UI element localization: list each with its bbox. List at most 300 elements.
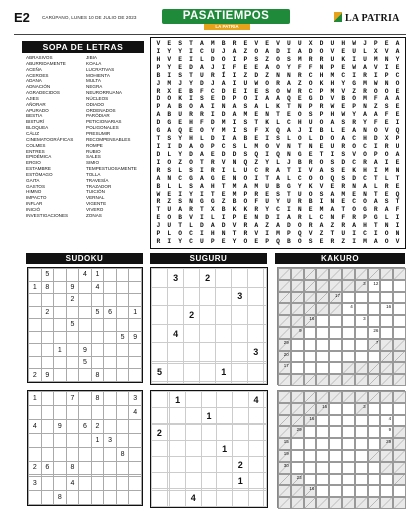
kakuro-cell[interactable] xyxy=(316,450,329,462)
sudoku-cell[interactable]: 2 xyxy=(29,461,42,475)
kakuro-cell[interactable] xyxy=(329,450,342,462)
sudoku-cell[interactable] xyxy=(116,405,129,419)
sudoku-cell[interactable] xyxy=(54,281,67,294)
sudoku-cell[interactable]: 1 xyxy=(29,281,42,294)
kakuro-cell[interactable] xyxy=(355,327,368,339)
sudoku-cell[interactable] xyxy=(66,405,79,419)
sudoku-cell[interactable] xyxy=(104,405,117,419)
sudoku-cell[interactable] xyxy=(91,461,104,475)
sudoku-cell[interactable]: 8 xyxy=(54,491,67,505)
kakuro-cell[interactable] xyxy=(342,438,355,450)
sudoku-cell[interactable] xyxy=(116,269,129,282)
kakuro-cell[interactable] xyxy=(368,415,381,427)
suguru-cell[interactable] xyxy=(152,343,168,362)
sudoku-cell[interactable] xyxy=(79,491,92,505)
sudoku-cell[interactable] xyxy=(29,405,42,419)
kakuro-cell[interactable] xyxy=(304,474,317,486)
suguru-cell[interactable] xyxy=(232,382,248,384)
kakuro-cell[interactable] xyxy=(380,485,393,497)
suguru-cell[interactable] xyxy=(216,306,232,325)
sudoku-cell[interactable] xyxy=(116,461,129,475)
kakuro-cell[interactable] xyxy=(316,426,329,438)
suguru-cell[interactable] xyxy=(248,363,264,382)
sudoku-cell[interactable] xyxy=(104,331,117,344)
kakuro-cell[interactable] xyxy=(329,339,342,351)
suguru-cell[interactable] xyxy=(170,457,186,473)
suguru-cell[interactable] xyxy=(264,382,267,384)
sudoku-cell[interactable] xyxy=(104,419,117,433)
suguru-cell[interactable] xyxy=(248,306,264,325)
kakuro-cell[interactable] xyxy=(316,485,329,497)
sudoku-cell[interactable] xyxy=(66,331,79,344)
suguru-cell[interactable] xyxy=(201,490,217,506)
kakuro-cell[interactable] xyxy=(304,339,317,351)
kakuro-cell[interactable] xyxy=(380,415,393,427)
sudoku-cell[interactable] xyxy=(104,319,117,332)
kakuro-cell[interactable] xyxy=(342,462,355,474)
sudoku-cell[interactable] xyxy=(41,344,54,357)
sudoku-cell[interactable] xyxy=(91,447,104,461)
kakuro-cell[interactable] xyxy=(304,462,317,474)
suguru-cell[interactable] xyxy=(170,441,186,457)
sudoku-cell[interactable] xyxy=(104,392,117,406)
sudoku-cell[interactable] xyxy=(54,319,67,332)
kakuro-cell[interactable] xyxy=(329,403,342,415)
suguru-cell[interactable] xyxy=(217,490,233,506)
sudoku-cell[interactable] xyxy=(54,461,67,475)
sudoku-cell[interactable]: 8 xyxy=(66,461,79,475)
kakuro-cell[interactable] xyxy=(355,315,368,327)
suguru-cell[interactable] xyxy=(248,382,264,384)
kakuro-cell[interactable] xyxy=(291,351,304,363)
suguru-cell[interactable] xyxy=(264,473,267,489)
kakuro-cell[interactable] xyxy=(393,292,406,304)
suguru-cell[interactable] xyxy=(200,343,216,362)
sudoku-cell[interactable]: 3 xyxy=(129,392,142,406)
suguru-cell[interactable]: 2 xyxy=(232,457,248,473)
sudoku-cell[interactable]: 4 xyxy=(79,269,92,282)
kakuro-cell[interactable] xyxy=(368,438,381,450)
sudoku-cell[interactable] xyxy=(129,477,142,491)
sudoku-cell[interactable]: 2 xyxy=(41,306,54,319)
suguru-cell[interactable] xyxy=(200,306,216,325)
suguru-cell[interactable] xyxy=(248,425,264,441)
kakuro-cell[interactable] xyxy=(342,339,355,351)
sudoku-cell[interactable] xyxy=(29,294,42,307)
sudoku-cell[interactable]: 7 xyxy=(66,392,79,406)
kakuro-cell[interactable] xyxy=(368,351,381,363)
sudoku-cell[interactable] xyxy=(104,447,117,461)
sudoku-cell[interactable]: 2 xyxy=(29,369,42,382)
sudoku-cell[interactable]: 8 xyxy=(116,447,129,461)
sudoku-cell[interactable]: 2 xyxy=(91,419,104,433)
sudoku-cell[interactable] xyxy=(54,331,67,344)
sudoku-cell[interactable] xyxy=(54,433,67,447)
kakuro-cell[interactable] xyxy=(380,280,393,292)
sudoku-cell[interactable] xyxy=(29,306,42,319)
suguru-cell[interactable]: 2 xyxy=(152,425,168,441)
sudoku-cell[interactable]: 6 xyxy=(79,419,92,433)
suguru-cell[interactable] xyxy=(232,490,248,506)
kakuro-cell[interactable] xyxy=(355,292,368,304)
kakuro-cell[interactable] xyxy=(329,426,342,438)
suguru-cell[interactable] xyxy=(216,324,232,343)
sudoku-cell[interactable]: 1 xyxy=(54,344,67,357)
sudoku-cell[interactable] xyxy=(66,419,79,433)
kakuro-cell[interactable] xyxy=(342,303,355,315)
suguru-cell[interactable] xyxy=(248,324,264,343)
suguru-cell[interactable] xyxy=(184,324,200,343)
sudoku-cell[interactable] xyxy=(66,356,79,369)
kakuro-cell[interactable] xyxy=(380,474,393,486)
sudoku-cell[interactable] xyxy=(41,433,54,447)
sudoku-cell[interactable] xyxy=(29,447,42,461)
suguru-cell[interactable] xyxy=(185,441,201,457)
sudoku-cell[interactable] xyxy=(91,477,104,491)
sudoku-cell[interactable]: 4 xyxy=(129,405,142,419)
sudoku-cell[interactable] xyxy=(54,294,67,307)
suguru-cell[interactable] xyxy=(184,287,200,306)
sudoku-cell[interactable] xyxy=(79,306,92,319)
kakuro-cell[interactable] xyxy=(304,351,317,363)
kakuro-cell[interactable] xyxy=(291,339,304,351)
kakuro-cell[interactable] xyxy=(329,351,342,363)
suguru-cell[interactable] xyxy=(168,343,184,362)
suguru-cell[interactable] xyxy=(232,324,248,343)
sudoku-cell[interactable] xyxy=(116,419,129,433)
sudoku-cell[interactable] xyxy=(129,356,142,369)
suguru-cell[interactable] xyxy=(264,457,267,473)
kakuro-cell[interactable] xyxy=(304,438,317,450)
sudoku-cell[interactable] xyxy=(79,319,92,332)
suguru-cell[interactable] xyxy=(200,287,216,306)
sudoku-cell[interactable] xyxy=(41,477,54,491)
suguru-cell[interactable] xyxy=(201,425,217,441)
sudoku-cell[interactable] xyxy=(66,433,79,447)
kakuro-cell[interactable] xyxy=(368,315,381,327)
sudoku-cell[interactable]: 9 xyxy=(79,344,92,357)
sudoku-cell[interactable] xyxy=(54,306,67,319)
kakuro-cell[interactable] xyxy=(368,462,381,474)
kakuro-cell[interactable] xyxy=(355,426,368,438)
sudoku-cell[interactable]: 9 xyxy=(41,369,54,382)
kakuro-cell[interactable] xyxy=(393,280,406,292)
kakuro-cell[interactable] xyxy=(368,426,381,438)
kakuro-cell[interactable] xyxy=(291,438,304,450)
suguru-cell[interactable] xyxy=(232,441,248,457)
sudoku-cell[interactable] xyxy=(104,344,117,357)
suguru-cell[interactable] xyxy=(232,306,248,325)
suguru-cell[interactable] xyxy=(264,269,267,288)
kakuro-cell[interactable] xyxy=(368,474,381,486)
sudoku-cell[interactable] xyxy=(54,447,67,461)
suguru-cell[interactable]: 4 xyxy=(185,490,201,506)
sudoku-cell[interactable] xyxy=(41,419,54,433)
kakuro-cell[interactable] xyxy=(355,474,368,486)
sudoku-cell[interactable] xyxy=(29,319,42,332)
sudoku-cell[interactable]: 4 xyxy=(91,281,104,294)
kakuro-cell[interactable] xyxy=(304,426,317,438)
sudoku-cell[interactable] xyxy=(104,281,117,294)
suguru-cell[interactable] xyxy=(152,392,168,408)
suguru-cell[interactable] xyxy=(152,287,168,306)
sudoku-cell[interactable]: 2 xyxy=(66,294,79,307)
kakuro-cell[interactable] xyxy=(329,327,342,339)
kakuro-cell[interactable] xyxy=(329,438,342,450)
suguru-cell[interactable] xyxy=(201,457,217,473)
sudoku-cell[interactable] xyxy=(104,369,117,382)
sudoku-cell[interactable] xyxy=(116,491,129,505)
suguru-cell[interactable] xyxy=(248,408,264,424)
sudoku-cell[interactable] xyxy=(104,294,117,307)
suguru-cell[interactable] xyxy=(264,324,267,343)
sudoku-cell[interactable] xyxy=(116,306,129,319)
suguru-cell[interactable]: 1 xyxy=(217,441,233,457)
suguru-cell[interactable] xyxy=(200,382,216,384)
suguru-cell[interactable] xyxy=(201,473,217,489)
sudoku-cell[interactable] xyxy=(29,331,42,344)
sudoku-cell[interactable] xyxy=(104,477,117,491)
sudoku-cell[interactable] xyxy=(129,269,142,282)
suguru-cell[interactable] xyxy=(232,425,248,441)
sudoku-cell[interactable] xyxy=(41,447,54,461)
sudoku-cell[interactable] xyxy=(116,392,129,406)
sudoku-cell[interactable] xyxy=(41,294,54,307)
suguru-cell[interactable] xyxy=(264,363,267,382)
sudoku-cell[interactable] xyxy=(116,356,129,369)
sudoku-cell[interactable] xyxy=(129,461,142,475)
kakuro-cell[interactable] xyxy=(316,462,329,474)
suguru-cell[interactable]: 3 xyxy=(248,343,264,362)
suguru-cell[interactable]: 1 xyxy=(216,363,232,382)
kakuro-cell[interactable] xyxy=(380,426,393,438)
suguru-cell[interactable] xyxy=(185,457,201,473)
suguru-cell[interactable] xyxy=(232,392,248,408)
sudoku-cell[interactable] xyxy=(41,392,54,406)
sudoku-cell[interactable]: 8 xyxy=(91,392,104,406)
kakuro-cell[interactable] xyxy=(393,403,406,415)
sudoku-cell[interactable]: 8 xyxy=(41,281,54,294)
suguru-cell[interactable] xyxy=(264,287,267,306)
sudoku-cell[interactable]: 6 xyxy=(104,306,117,319)
kakuro-cell[interactable] xyxy=(316,315,329,327)
suguru-cell[interactable] xyxy=(201,441,217,457)
sudoku-cell[interactable] xyxy=(91,356,104,369)
suguru-cell[interactable] xyxy=(185,408,201,424)
suguru-cell[interactable] xyxy=(217,392,233,408)
suguru-cell[interactable] xyxy=(152,382,168,384)
kakuro-cell[interactable] xyxy=(342,327,355,339)
kakuro-cell[interactable] xyxy=(393,315,406,327)
kakuro-cell[interactable] xyxy=(368,485,381,497)
kakuro-cell[interactable] xyxy=(291,450,304,462)
sudoku-cell[interactable]: 1 xyxy=(91,269,104,282)
kakuro-cell[interactable] xyxy=(304,327,317,339)
kakuro-cell[interactable] xyxy=(393,303,406,315)
suguru-cell[interactable] xyxy=(170,425,186,441)
sudoku-cell[interactable] xyxy=(129,433,142,447)
sudoku-cell[interactable] xyxy=(104,356,117,369)
suguru-cell[interactable] xyxy=(264,408,267,424)
kakuro-cell[interactable] xyxy=(342,315,355,327)
suguru-cell[interactable]: 2 xyxy=(200,269,216,288)
suguru-cell[interactable] xyxy=(217,425,233,441)
sudoku-cell[interactable]: 1 xyxy=(129,306,142,319)
kakuro-cell[interactable] xyxy=(380,327,393,339)
suguru-cell[interactable] xyxy=(216,287,232,306)
kakuro-cell[interactable] xyxy=(355,415,368,427)
suguru-cell[interactable] xyxy=(217,473,233,489)
sudoku-cell[interactable]: 4 xyxy=(29,419,42,433)
suguru-cell[interactable] xyxy=(168,382,184,384)
sudoku-cell[interactable] xyxy=(79,477,92,491)
suguru-cell[interactable] xyxy=(264,392,267,408)
suguru-cell[interactable]: 4 xyxy=(168,324,184,343)
sudoku-cell[interactable] xyxy=(54,405,67,419)
kakuro-cell[interactable] xyxy=(368,403,381,415)
kakuro-cell[interactable] xyxy=(329,362,342,374)
sudoku-cell[interactable]: 5 xyxy=(66,319,79,332)
suguru-cell[interactable]: 1 xyxy=(201,408,217,424)
sudoku-cell[interactable] xyxy=(116,344,129,357)
suguru-cell[interactable] xyxy=(232,408,248,424)
kakuro-cell[interactable] xyxy=(368,280,381,292)
sudoku-cell[interactable] xyxy=(54,269,67,282)
kakuro-cell[interactable] xyxy=(329,485,342,497)
sudoku-cell[interactable] xyxy=(91,405,104,419)
suguru-cell[interactable]: 1 xyxy=(232,473,248,489)
kakuro-cell[interactable] xyxy=(342,351,355,363)
suguru-cell[interactable] xyxy=(264,425,267,441)
suguru-cell[interactable] xyxy=(248,457,264,473)
suguru-cell[interactable] xyxy=(184,343,200,362)
kakuro-cell[interactable] xyxy=(393,485,406,497)
sudoku-cell[interactable] xyxy=(41,331,54,344)
sudoku-cell[interactable]: 3 xyxy=(104,433,117,447)
sudoku-cell[interactable]: 5 xyxy=(79,356,92,369)
sudoku-cell[interactable] xyxy=(54,477,67,491)
sudoku-cell[interactable] xyxy=(66,306,79,319)
sudoku-cell[interactable] xyxy=(116,477,129,491)
kakuro-cell[interactable] xyxy=(368,303,381,315)
kakuro-cell[interactable] xyxy=(316,362,329,374)
suguru-cell[interactable] xyxy=(170,473,186,489)
kakuro-cell[interactable] xyxy=(355,303,368,315)
sudoku-cell[interactable] xyxy=(116,319,129,332)
sudoku-cell[interactable] xyxy=(41,491,54,505)
sudoku-cell[interactable]: 5 xyxy=(116,331,129,344)
sudoku-cell[interactable] xyxy=(29,269,42,282)
suguru-cell[interactable] xyxy=(248,269,264,288)
kakuro-cell[interactable] xyxy=(329,315,342,327)
sudoku-cell[interactable] xyxy=(129,447,142,461)
sudoku-cell[interactable] xyxy=(29,491,42,505)
suguru-cell[interactable] xyxy=(217,457,233,473)
sudoku-cell[interactable] xyxy=(66,491,79,505)
kakuro-cell[interactable] xyxy=(342,474,355,486)
kakuro-cell[interactable] xyxy=(316,351,329,363)
kakuro-cell[interactable] xyxy=(316,474,329,486)
suguru-cell[interactable] xyxy=(248,473,264,489)
suguru-cell[interactable] xyxy=(168,363,184,382)
suguru-cell[interactable] xyxy=(248,287,264,306)
sudoku-cell[interactable] xyxy=(91,294,104,307)
kakuro-cell[interactable] xyxy=(380,303,393,315)
sudoku-cell[interactable]: 1 xyxy=(29,392,42,406)
sudoku-cell[interactable]: 4 xyxy=(66,477,79,491)
kakuro-cell[interactable] xyxy=(342,403,355,415)
suguru-cell[interactable]: 5 xyxy=(152,363,168,382)
kakuro-cell[interactable] xyxy=(329,415,342,427)
kakuro-cell[interactable] xyxy=(329,474,342,486)
sudoku-cell[interactable] xyxy=(104,269,117,282)
suguru-cell[interactable] xyxy=(185,392,201,408)
suguru-cell[interactable] xyxy=(216,269,232,288)
suguru-cell[interactable] xyxy=(216,343,232,362)
kakuro-cell[interactable] xyxy=(342,485,355,497)
sudoku-cell[interactable] xyxy=(79,369,92,382)
kakuro-cell[interactable] xyxy=(355,450,368,462)
suguru-cell[interactable] xyxy=(200,324,216,343)
kakuro-cell[interactable] xyxy=(355,485,368,497)
kakuro-cell[interactable] xyxy=(316,415,329,427)
kakuro-cell[interactable] xyxy=(304,450,317,462)
sudoku-cell[interactable] xyxy=(54,392,67,406)
kakuro-cell[interactable] xyxy=(380,315,393,327)
sudoku-cell[interactable]: 6 xyxy=(41,461,54,475)
suguru-cell[interactable] xyxy=(184,269,200,288)
suguru-cell[interactable] xyxy=(216,382,232,384)
sudoku-cell[interactable] xyxy=(116,433,129,447)
kakuro-cell[interactable] xyxy=(342,415,355,427)
kakuro-cell[interactable] xyxy=(368,327,381,339)
sudoku-cell[interactable] xyxy=(129,491,142,505)
suguru-cell[interactable]: 1 xyxy=(170,392,186,408)
sudoku-cell[interactable]: 8 xyxy=(91,369,104,382)
suguru-cell[interactable] xyxy=(264,441,267,457)
suguru-cell[interactable] xyxy=(168,306,184,325)
sudoku-cell[interactable]: 9 xyxy=(129,331,142,344)
suguru-cell[interactable] xyxy=(168,287,184,306)
suguru-cell[interactable] xyxy=(217,408,233,424)
suguru-cell[interactable] xyxy=(152,269,168,288)
suguru-cell[interactable] xyxy=(152,490,168,506)
kakuro-cell[interactable] xyxy=(368,292,381,304)
suguru-cell[interactable] xyxy=(152,408,168,424)
sudoku-cell[interactable] xyxy=(29,433,42,447)
sudoku-cell[interactable] xyxy=(66,344,79,357)
kakuro-cell[interactable] xyxy=(342,450,355,462)
kakuro-cell[interactable] xyxy=(342,426,355,438)
sudoku-cell[interactable] xyxy=(116,294,129,307)
suguru-cell[interactable] xyxy=(185,425,201,441)
sudoku-cell[interactable]: 9 xyxy=(66,281,79,294)
sudoku-cell[interactable] xyxy=(129,319,142,332)
sudoku-cell[interactable] xyxy=(91,331,104,344)
sudoku-cell[interactable] xyxy=(129,294,142,307)
suguru-cell[interactable] xyxy=(152,473,168,489)
suguru-cell[interactable] xyxy=(152,441,168,457)
suguru-cell[interactable] xyxy=(264,490,267,506)
sudoku-cell[interactable] xyxy=(79,433,92,447)
kakuro-cell[interactable] xyxy=(291,462,304,474)
sudoku-cell[interactable] xyxy=(29,356,42,369)
suguru-cell[interactable] xyxy=(152,306,168,325)
suguru-cell[interactable] xyxy=(152,457,168,473)
sudoku-cell[interactable] xyxy=(66,447,79,461)
suguru-cell[interactable] xyxy=(170,490,186,506)
sudoku-cell[interactable] xyxy=(41,319,54,332)
